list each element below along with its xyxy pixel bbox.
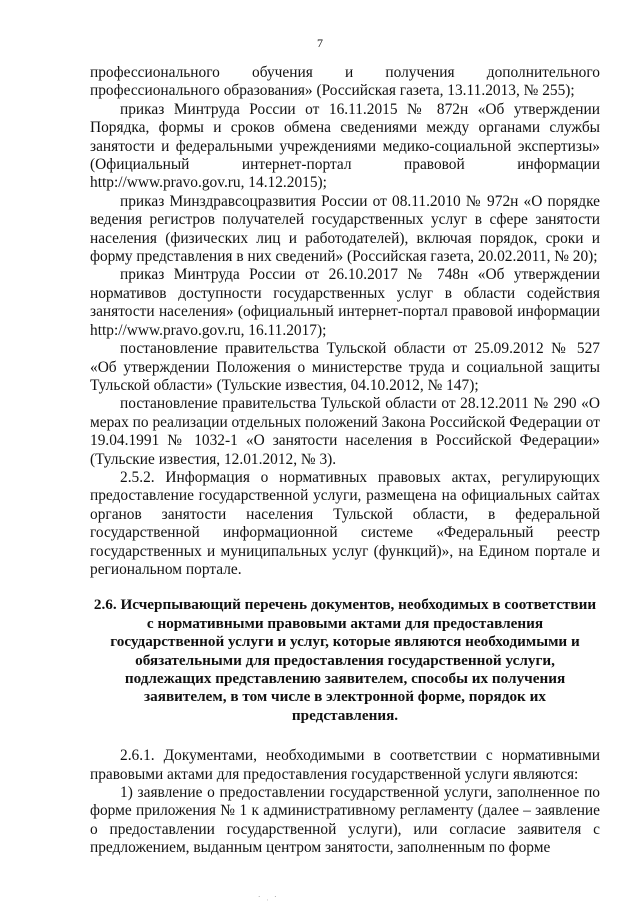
scan-artifact: · ˌ · [258, 893, 279, 901]
paragraph-resolution-290: постановление правительства Тульской области от 28.12.2011 № 290 «О мерах по реализации отдельных положений Закона Российской Федерации от 19.04.1991 № 1032-1 «О занятости населения в Российской Федерации» (Тульские известия, 12.01.2012, № 3). [90, 395, 600, 468]
paragraph-2-5-2: 2.5.2. Информация о нормативных правовых актах, регулирующих предоставление государственной услуги, размещена на официальных сайтах органов занятости населения Тульской области, в федеральной государственной информационной системе «Федеральный реестр государственных и муниципальных услуг (функций)», на Едином портале и региональном портале. [90, 468, 600, 578]
paragraph-continuation: профессионального обучения и получения дополнительного профессионального образования» (Российская газета, 13.11.2013, № 255); [90, 64, 600, 100]
paragraph-order-872n: приказ Минтруда России от 16.11.2015 № 872н «Об утверждении Порядка, формы и сроков обмена сведениями между органами службы занятости и федеральными учреждениями медико-социальной экспертизы» (Официальный интернет-портал правовой информации http://www.pravo.gov.ru, 14.12.2015); [90, 100, 600, 192]
page-number: 7 [317, 36, 323, 50]
document-body [90, 64, 600, 858]
paragraph-order-972n: приказ Минздравсоцразвития России от 08.11.2010 № 972н «О порядке ведения регистров получателей государственных услуг в сфере занятости населения (физических лиц и работодателей), включая порядок, сроки и форму представления в них сведений» (Российская газета, 20.02.2011, № 20); [90, 192, 600, 266]
paragraph-item-1: 1) заявление о предоставлении государственной услуги, заполненное по форме приложения № 1 к административному регламенту (далее – заявление о предоставлении государственной услуги), или согласие заявителя с предложением, выданным центром занятости, заполненным по форме [90, 784, 600, 857]
spacer [90, 725, 600, 747]
paragraph-resolution-527: постановление правительства Тульской области от 25.09.2012 № 527 «Об утверждении Положения о министерстве труда и социальной защиты Тульской области» (Тульские известия, 04.10.2012, № 147); [90, 340, 600, 394]
section-heading-2-6: 2.6. Исчерпывающий перечень документов, необходимых в соответствии с нормативными правовыми актами для предоставления государственной услуги и услуг, которые являются необходимыми и обязательными для предоставления государственной услуги, подлежащих представлению заявителем, способы их получения заявителем, в том числе в электронной форме, порядок их представления. [93, 596, 597, 724]
paragraph-order-748n: приказ Минтруда России от 26.10.2017 № 748н «Об утверждении нормативов доступности государственных услуг в области содействия занятости населения» (официальный интернет-портал правовой информации http://www.pravo.gov.ru, 16.11.2017); [90, 266, 600, 339]
paragraph-2-6-1: 2.6.1. Документами, необходимыми в соответствии с нормативными правовыми актами для предоставления государственной услуги являются: [90, 747, 600, 783]
